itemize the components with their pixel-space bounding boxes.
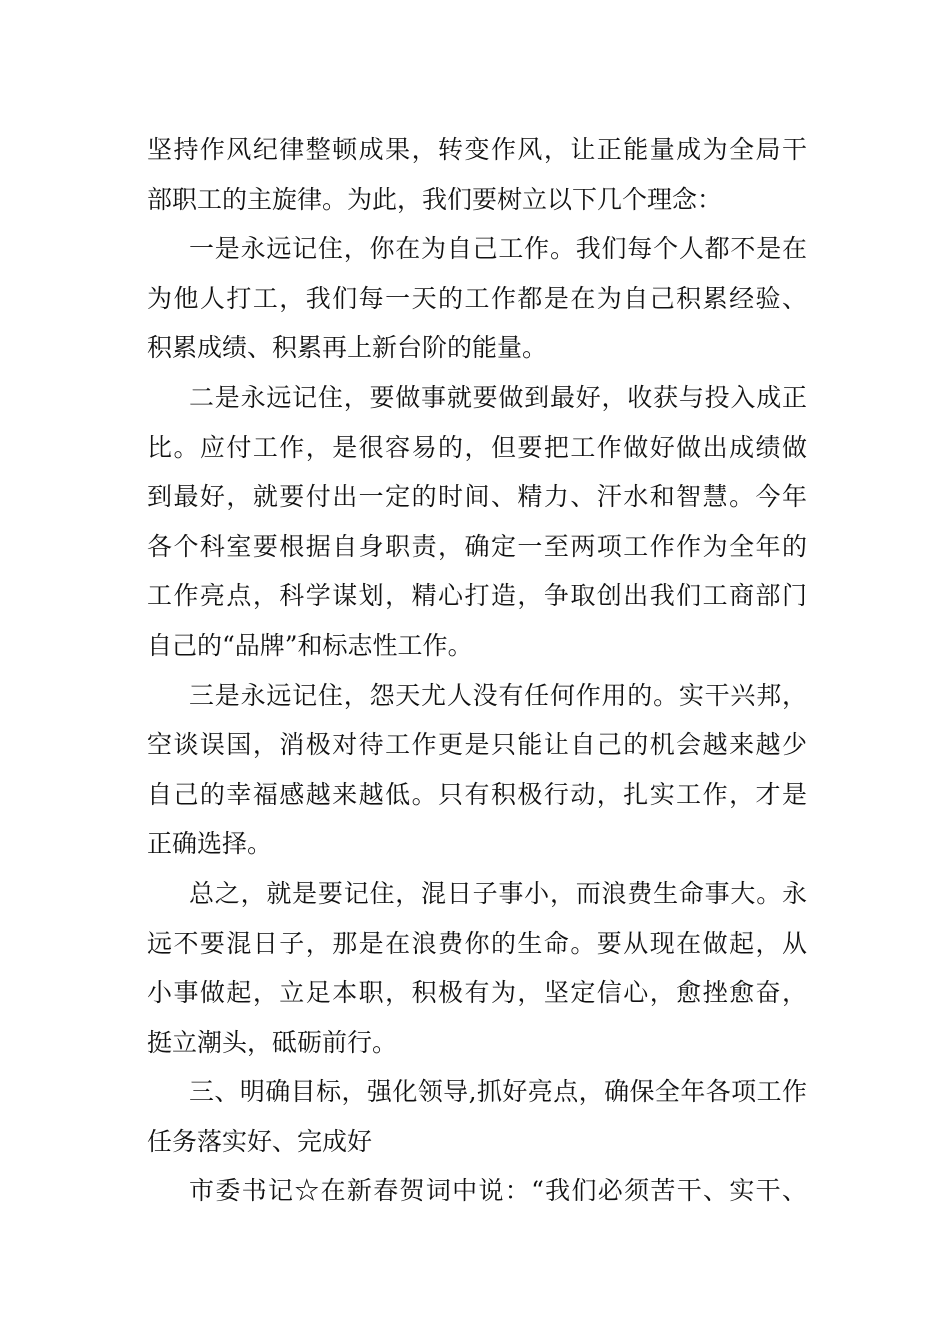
text-line: 积累成绩、积累再上新台阶的能量。	[147, 333, 548, 363]
text-line: 部职工的主旋律。为此，我们要树立以下几个理念：	[147, 184, 723, 214]
text-line: 自己的幸福感越来越低。只有积极行动，扎实工作，才是	[147, 779, 807, 809]
text-line: 工作亮点，科学谋划，精心打造，争取创出我们工商部门	[147, 581, 807, 611]
section-heading-line: 任务落实好、完成好	[147, 1126, 373, 1156]
text-line: 到最好，就要付出一定的时间、精力、汗水和智慧。今年	[147, 482, 807, 512]
text-line: 为他人打工，我们每一天的工作都是在为自己积累经验、	[147, 283, 807, 313]
paragraph-first-line: 二是永远记住，要做事就要做到最好，收获与投入成正	[189, 382, 807, 412]
section-heading-line: 三、明确目标，强化领导,抓好亮点，确保全年各项工作	[189, 1077, 807, 1107]
text-line: 各个科室要根据自身职责，确定一至两项工作作为全年的	[147, 531, 807, 561]
text-line: 空谈误国，消极对待工作更是只能让自己的机会越来越少	[147, 730, 807, 760]
text-line: 远不要混日子，那是在浪费你的生命。要从现在做起，从	[147, 928, 807, 958]
text-line: 自己的“品牌”和标志性工作。	[147, 630, 473, 660]
text-line: 挺立潮头，砥砺前行。	[147, 1027, 398, 1057]
paragraph-first-line: 市委书记☆在新春贺词中说：“我们必须苦干、实干、	[189, 1176, 807, 1206]
text-line: 小事做起，立足本职，积极有为，坚定信心，愈挫愈奋，	[147, 978, 807, 1008]
paragraph-first-line: 总之，就是要记住，混日子事小，而浪费生命事大。永	[189, 878, 807, 908]
text-line: 正确选择。	[147, 829, 273, 859]
paragraph-first-line: 三是永远记住，怨天尤人没有任何作用的。实干兴邦，	[189, 680, 807, 710]
text-line: 坚持作风纪律整顿成果，转变作风，让正能量成为全局干	[147, 135, 807, 164]
document-body	[147, 125, 807, 1216]
paragraph-first-line: 一是永远记住，你在为自己工作。我们每个人都不是在	[189, 234, 807, 264]
text-line: 比。应付工作，是很容易的，但要把工作做好做出成绩做	[147, 432, 807, 462]
